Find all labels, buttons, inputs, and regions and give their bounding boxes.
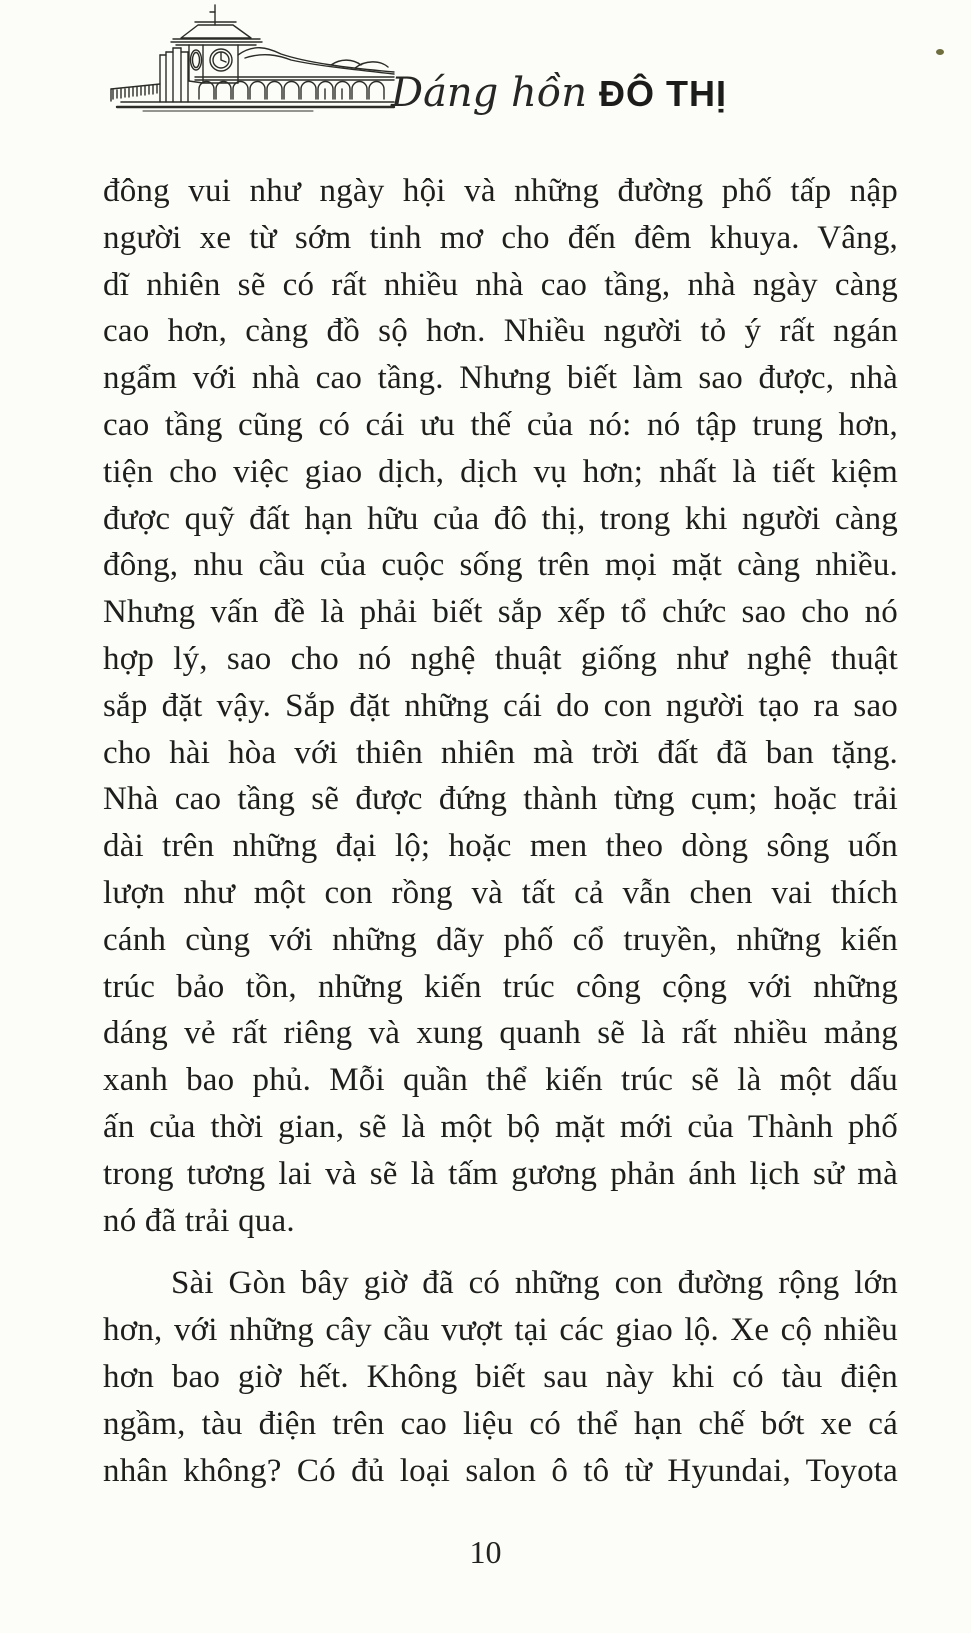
text-line: Nhưng vấn đề là phải biết sắp xếp tổ chức sao cho nó <box>103 594 898 631</box>
ben-thanh-market-illustration <box>103 2 398 114</box>
text-line: người xe từ sớm tinh mơ cho đến đêm khuya. Vâng, <box>103 219 898 256</box>
text-line: trong tương lai và sẽ là tấm gương phản ánh lịch sử mà <box>103 1155 898 1192</box>
text-line: ngầm, tàu điện trên cao liệu có thể hạn chế bớt xe cá <box>103 1405 898 1442</box>
text-line: nhân không? Có đủ loại salon ô tô từ Hyundai, Toyota <box>103 1452 898 1489</box>
page-number: 10 <box>469 1534 502 1570</box>
header-title-script: Dáng hồn <box>391 70 587 116</box>
text-line: nó đã trải qua. <box>103 1202 295 1239</box>
text-line: đông, nhu cầu của cuộc sống trên mọi mặt càng nhiều. <box>103 547 898 584</box>
text-line: lượn như một con rồng và tất cả vẫn chen vai thích <box>103 874 898 911</box>
text-line: Nhà cao tầng sẽ được đứng thành từng cụm; hoặc trải <box>103 781 898 818</box>
text-line: xanh bao phủ. Mỗi quần thể kiến trúc sẽ là một dấu <box>103 1062 898 1099</box>
header-title-caps: ĐÔ THỊ <box>599 73 727 114</box>
text-line: dĩ nhiên sẽ có rất nhiều nhà cao tầng, nhà ngày càng <box>103 266 898 303</box>
text-line: hơn bao giờ hết. Không biết sau này khi có tàu điện <box>103 1358 898 1395</box>
text-line: cao hơn, càng đồ sộ hơn. Nhiều người tỏ ý rất ngán <box>103 313 898 350</box>
paragraph-2 <box>103 1260 898 1494</box>
text-line: dáng vẻ rất riêng và xung quanh sẽ là rất nhiều mảng <box>103 1015 898 1052</box>
page-body-text <box>103 168 898 1494</box>
text-line: dài trên những đại lộ; hoặc men theo dòng sông uốn <box>103 828 898 865</box>
scan-speck-artifact <box>936 49 944 55</box>
text-line: ấn của thời gian, sẽ là một bộ mặt mới của Thành phố <box>103 1108 898 1145</box>
text-line: được quỹ đất hạn hữu của đô thị, trong khi người càng <box>103 500 898 537</box>
text-line: cánh cùng với những dãy phố cổ truyền, những kiến <box>103 921 898 958</box>
text-line: sắp đặt vậy. Sắp đặt những cái do con người tạo ra sao <box>103 687 898 724</box>
text-line: cho hài hòa với thiên nhiên mà trời đất đã ban tặng. <box>103 734 898 771</box>
text-line: đông vui như ngày hội và những đường phố tấp nập <box>103 173 898 209</box>
chapter-header-title <box>391 70 727 116</box>
text-line: tiện cho việc giao dịch, dịch vụ hơn; nhất là tiết kiệm <box>103 453 898 490</box>
text-line: trúc bảo tồn, những kiến trúc công cộng với những <box>103 968 898 1005</box>
text-line: hợp lý, sao cho nó nghệ thuật giống như nghệ thuật <box>103 640 898 677</box>
text-line: Sài Gòn bây giờ đã có những con đường rộng lớn <box>171 1265 898 1302</box>
paragraph-1 <box>103 168 898 1244</box>
text-line: cao tầng cũng có cái ưu thế của nó: nó tập trung hơn, <box>103 406 898 443</box>
text-line: hơn, với những cây cầu vượt tại các giao lộ. Xe cộ nhiều <box>103 1312 898 1349</box>
text-line: ngẩm với nhà cao tầng. Nhưng biết làm sao được, nhà <box>103 360 898 397</box>
